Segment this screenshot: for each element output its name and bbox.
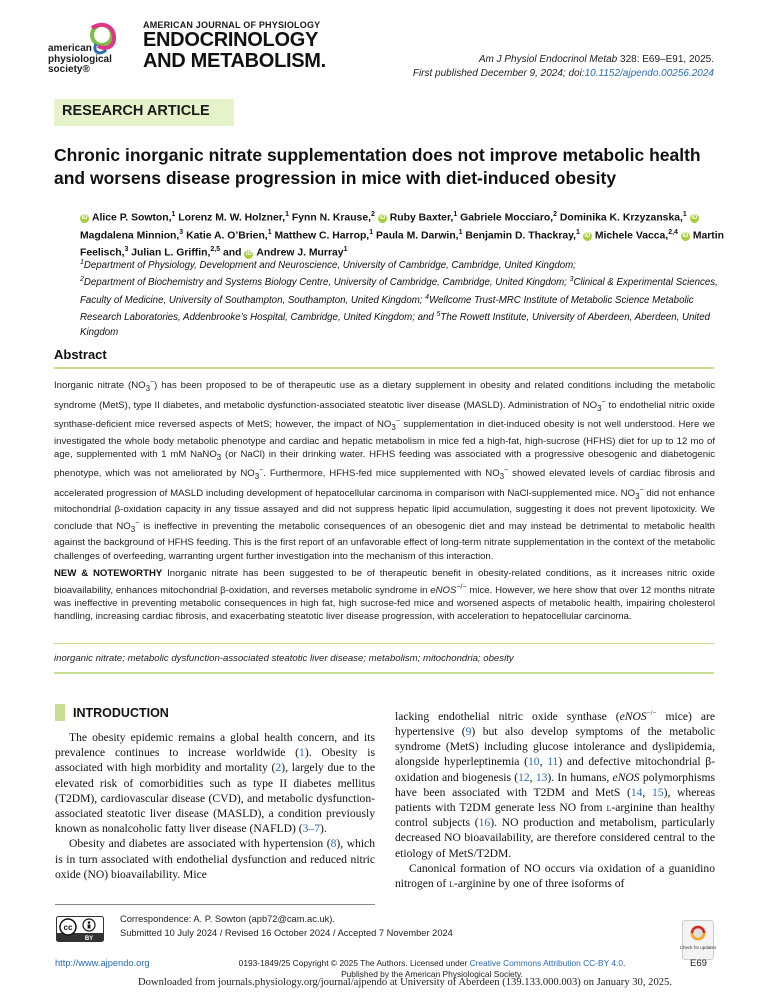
abstract-divider-mid [54,643,714,644]
correspondence-block [120,913,453,940]
updates-text: Check for updates [679,945,717,950]
body-column-right: lacking endothelial nitric oxide synthase (eNOS−/− mice) are hypertensive (9) but also develop symptoms of the metabolic syndrome (MetS) including glucose intolerance and dyslipidemia, alongside hyperleptinemia (10, 11) and defective mitochondrial β-oxidation and biogenesis (12, 13). In humans, eNOS polymorphisms have been associated with T2DM and MetS (14, 15), whereas patients with T2DM generate less NO from l-arginine than healthy control subjects (16). NO production and metabolism, particularly decreased NO bioavailability, are therefore considered central to the etiology of MetS/T2DM. Canonical formation of NO occurs via oxidation of a guanidino nitrogen of l-arginine by one of three isoforms of [395,709,716,891]
body-column-left: The obesity epidemic remains a global health concern, and its prevalence continues to increase worldwide (1). Obesity is associated with high morbidity and mortality (2), largely due to the elevated risk of comorbidities such as type II diabetes mellitus (T2DM), cardiovascular disease (CVD), and metabolic dysfunction-associated steatotic liver disease (MASLD), a condition previously known as nonalcoholic fatty liver disease (NAFLD) (3–7). Obesity and diabetes are associated with hypertension (8), which is in turn associated with endothelial dysfunction and reduced nitric oxide (NO) bioavailability. Mice [55,731,375,881]
journal-name-line1: ENDOCRINOLOGY [143,29,318,51]
abstract-heading: Abstract [54,347,107,362]
abstract-divider-bottom [54,672,714,674]
first-published: First published December 9, 2024; doi: [412,68,585,79]
journal-url-link[interactable]: http://www.ajpendo.org [55,958,150,968]
article-title: Chronic inorganic nitrate supplementation does not improve metabolic health and worsens disease progression in mice with diet-induced obesity [54,145,701,188]
new-noteworthy [54,567,715,624]
journal-series: AMERICAN JOURNAL OF PHYSIOLOGY [143,20,321,30]
abstract-divider-top [54,367,714,369]
doi-link[interactable]: 10.1152/ajpendo.00256.2024 [584,68,714,79]
aps-logo-text: american physiological society® [48,43,112,75]
copyright-notice: 0193-1849/25 Copyright © 2025 The Authors. Licensed under Creative Commons Attribution CC-BY 4.0. Published by the American Physiological Society. [222,958,642,980]
affiliations: $^1$Department of Physiology, Development and Neuroscience, University of Cambridge, Cambridge, United Kingdom; $^2$Department of Biochemistry and Systems Biology Centre, University of Cambridge, Cambridge, United Kingdom; $^3$Clinical & Experimental Sciences, Faculty of Medicine, University of Southampton, Southampton, United Kingdom; $^4$Wellcome Trust-MRC Institute of Metabolic Science Metabolic Research Laboratories, Addenbrooke’s Hospital, Cambridge, United Kingdom; and $^5$The Rowett Institute, University of Aberdeen, Aberdeen, United Kingdom [80,259,718,338]
citation-block [413,53,714,81]
cc-by-text: BY [84,936,94,942]
footer-divider [55,904,375,905]
correspondence: Correspondence: A. P. Sowton (apb72@cam.ac.uk). [120,914,335,924]
check-for-updates-icon[interactable] [679,920,717,960]
submission-dates: Submitted 10 July 2024 / Revised 16 October 2024 / Accepted 7 November 2024 [120,927,453,938]
article-type-label: RESEARCH ARTICLE [62,103,210,119]
journal-name-line2: AND METABOLISM. [143,50,326,72]
publisher-line: Published by the American Physiological Society. [341,969,523,979]
citation-journal: Am J Physiol Endocrinol Metab [478,54,618,65]
license-link[interactable]: Creative Commons Attribution CC-BY 4.0 [469,958,624,968]
copyright-text: 0193-1849/25 Copyright © 2025 The Authors. Licensed under [238,958,470,968]
new-noteworthy-label: NEW & NOTEWORTHY [54,568,163,579]
download-watermark: Downloaded from journals.physiology.org/journal/ajpendo at University of Aberdeen (139.133.000.003) on January 30, 2025. [137,977,672,988]
abstract-body: Inorganic nitrate $(NO_3^-)$ has been proposed to be of therapeutic use as a dietary supplement in obesity and related conditions including the metabolic syndrome (MetS), type II diabetes, and metabolic dysfunction-associated steatotic liver disease (MASLD). Administration of $NO_3^-$ to endothelial nitric oxide synthase-deficient mice reversed aspects of MetS; however, the impact of $NO_3^-$ supplementation in diet-induced obesity is not well understood. Here we investigated the whole body metabolic phenotype and cardiac and hepatic metabolism in mice fed a high-fat, high-sucrose (HFHS) diet for up to 12 mo of age, supplemented with 1 mM NaNO$_3$ (or NaCl) in their drinking water. HFHS feeding was associated with a progressive obesogenic and diabetogenic phenotype, which was not ameliorated by $NO_3^-$. Furthermore, HFHS-fed mice supplemented with $NO_3^-$ showed elevated levels of cardiac fibrosis and accelerated progression of MASLD including development of hepatocellular carcinoma in comparison with NaCl-supplemented mice. $NO_3^-$ did not enhance mitochondrial β-oxidation capacity in any tissue assayed and did not suppress hepatic lipid accumulation, suggesting it does not prevent lipotoxicity. We conclude that $NO_3^-$ is ineffective in preventing the metabolic consequences of an obesogenic diet and may instead be detrimental to metabolic health against the background of HFHS feeding. This is the first report of an unfavorable effect of long-term nitrate supplementation in the context of the metabolic challenges of overfeeding, warranting urgent further investigation into the mechanism of this interaction. [54,379,716,562]
introduction-heading: INTRODUCTION [73,706,169,720]
section-marker [55,704,65,721]
cc-by-license-icon[interactable] [56,916,104,942]
author-list: iD Alice P. Sowton,$^1$ Lorenz M. W. Holzner,$^1$ Fynn N. Krause,$^2$ iD Ruby Baxter,$^1$ Gabriele Mocciaro,$^2$ Dominika K. Krzyzanska,$^1$ iDMagdalena Minnion,$^3$ Katie A. O’Brien,$^1$ Matthew C. Harrop,$^1$ Paula M. Darwin,$^1$ Benjamin D. Thackray,$^1$ iD Michele Vacca,$^{2,4}$ iD Martin Feelisch,$^3$ Julian L. Griffin,$^{2,5}$ and iD Andrew J. Murray$^1$ [80,211,725,259]
citation-volume: 328: E69–E91, 2025. [620,54,714,65]
page-number: E69 [690,958,707,969]
keywords: inorganic nitrate; metabolic dysfunction-associated steatotic liver disease; metabolism; mitochondria; obesity [54,653,514,664]
cc-badge-text: cc [63,923,73,932]
new-noteworthy-text: Inorganic nitrate has been suggested to be of therapeutic benefit in obesity-related conditions, as it increases nitric oxide bioavailability, enhances mitochondrial β-oxidation, and reverses metabolic syndrome in eNOS−/− mice. However, we here show that over 12 months nitrate was ineffective in preventing metabolic consequences in high fat, high sucrose-fed mice and worsened aspects of metabolic health, impairing cholesterol handling, increasing cardiac fibrosis, and exacerbating steatotic liver disease progression, with acceleration to hepatocellular carcinoma. [54,568,715,623]
journal-brand [143,20,326,72]
